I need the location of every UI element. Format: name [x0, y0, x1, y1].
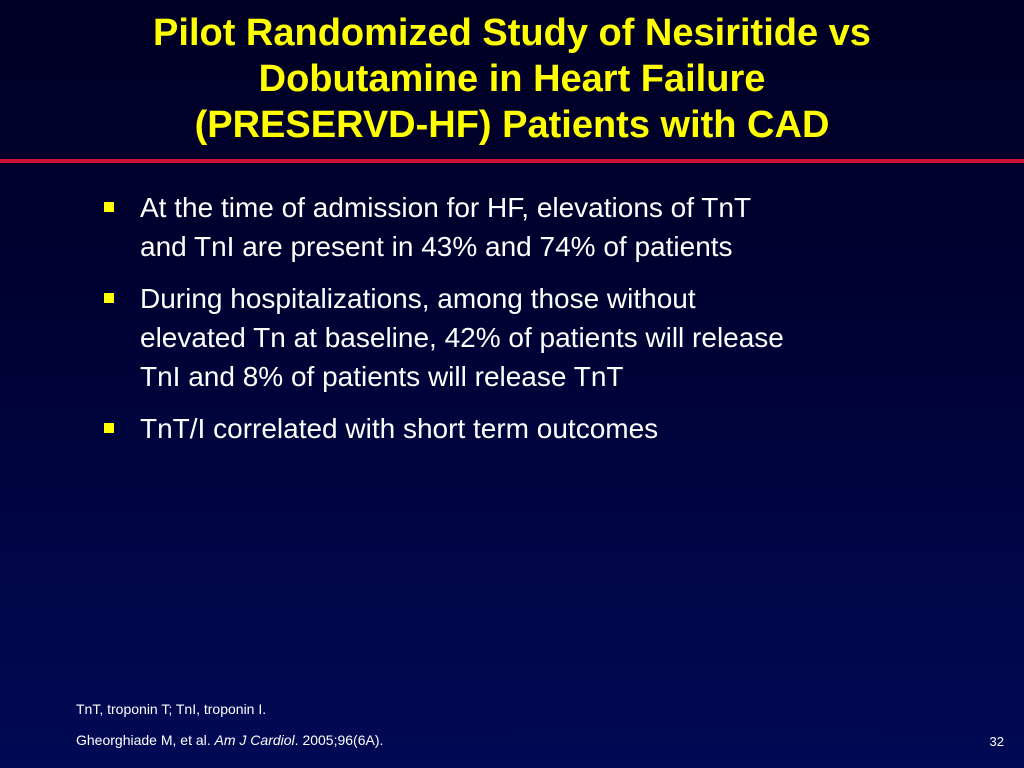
bullet-line: and TnI are present in 43% and 74% of patients — [140, 231, 733, 262]
bullet-item-admission — [100, 188, 960, 266]
citation-footnote — [76, 731, 383, 749]
bullet-line: elevated Tn at baseline, 42% of patients will release — [140, 322, 784, 353]
bullet-text — [140, 279, 960, 396]
title-line-3: (PRESERVD-HF) Patients with CAD — [194, 104, 830, 146]
square-bullet-icon — [104, 293, 114, 303]
square-bullet-icon — [104, 423, 114, 433]
bullet-text — [140, 409, 960, 448]
bullet-line: TnI and 8% of patients will release TnT — [140, 361, 624, 392]
bullet-line: During hospitalizations, among those without — [140, 283, 696, 314]
title-divider — [0, 159, 1024, 163]
abbreviation-footnote: TnT, troponin T; TnI, troponin I. — [76, 701, 267, 717]
bullet-list — [100, 188, 960, 461]
bullet-line: TnT/I correlated with short term outcomes — [140, 413, 659, 444]
citation-journal: Am J Cardiol — [214, 732, 295, 748]
bullet-text — [140, 188, 960, 266]
citation-details: . 2005;96(6A). — [294, 732, 384, 748]
title-line-2: Dobutamine in Heart Failure — [258, 58, 766, 100]
bullet-item-hospitalization — [100, 279, 960, 396]
bullet-item-outcomes — [100, 409, 960, 448]
bullet-line: At the time of admission for HF, elevations of TnT — [140, 192, 752, 223]
page-number: 32 — [989, 734, 1004, 749]
square-bullet-icon — [104, 202, 114, 212]
citation-authors: Gheorghiade M, et al. — [76, 732, 215, 748]
slide-title — [40, 10, 984, 148]
title-line-1: Pilot Randomized Study of Nesiritide vs — [153, 12, 871, 54]
